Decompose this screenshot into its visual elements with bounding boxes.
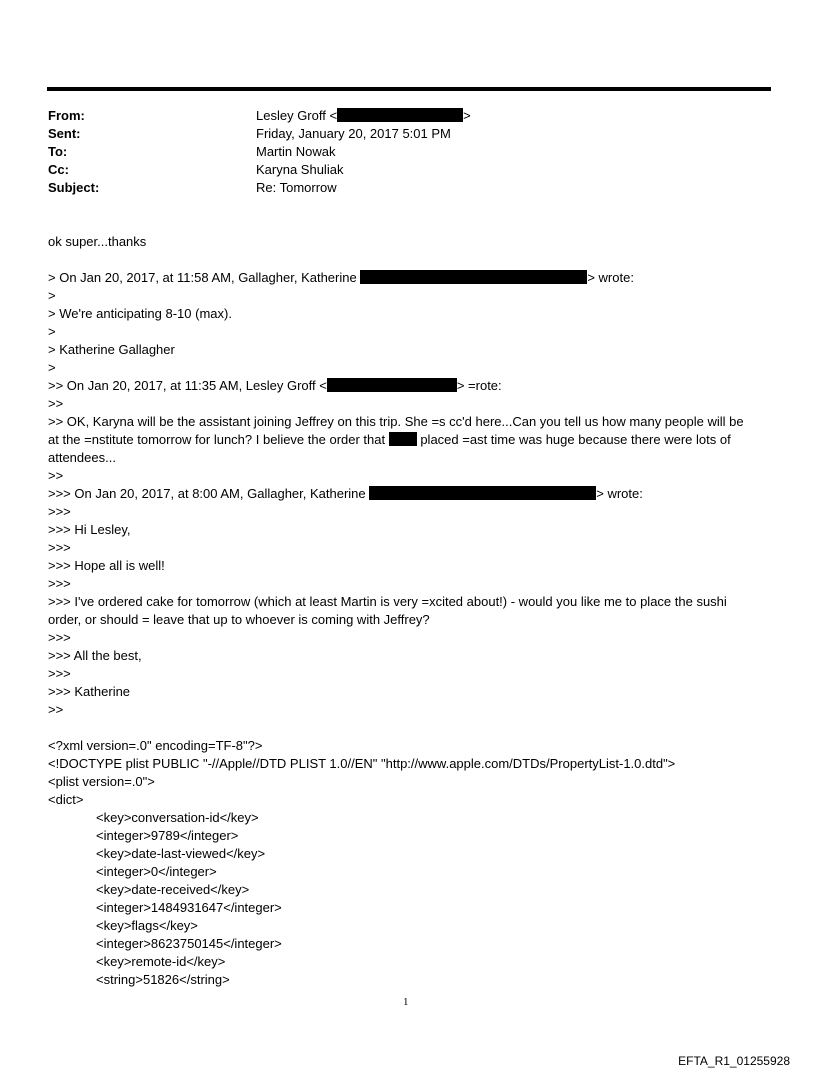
body-line: > bbox=[48, 288, 56, 303]
plist-line: <plist version=.0"> bbox=[48, 774, 155, 789]
body-line: >> OK, Karyna will be the assistant joining Jeffrey on this trip. She =s cc'd here...Can you tell us how many people will be bbox=[48, 414, 744, 429]
header-rule bbox=[47, 87, 771, 91]
body-line: order, or should = leave that up to whoever is coming with Jeffrey? bbox=[48, 612, 430, 627]
subject-value: Re: Tomorrow bbox=[256, 180, 337, 195]
plist-line: <key>remote-id</key> bbox=[96, 954, 226, 969]
sent-value: Friday, January 20, 2017 5:01 PM bbox=[256, 126, 451, 141]
from-value: Lesley Groff < > bbox=[256, 108, 471, 123]
body-line: >> bbox=[48, 396, 64, 411]
body-line: >>> All the best, bbox=[48, 648, 142, 663]
plist-line: <?xml version=.0" encoding=TF-8"?> bbox=[48, 738, 263, 753]
body-line: >>> Hi Lesley, bbox=[48, 522, 131, 537]
plist-line: <key>date-received</key> bbox=[96, 882, 250, 897]
cc-value: Karyna Shuliak bbox=[256, 162, 344, 177]
document-id: EFTA_R1_01255928 bbox=[678, 1054, 790, 1068]
body-line: >> bbox=[48, 468, 64, 483]
redaction bbox=[369, 486, 596, 500]
body-line: ok super...thanks bbox=[48, 234, 147, 249]
body-line: >>> Hope all is well! bbox=[48, 558, 165, 573]
body-line: >>> bbox=[48, 666, 71, 681]
body-line: at the =nstitute tomorrow for lunch? I believe the order that placed =ast time was huge because there were lots of bbox=[48, 432, 731, 447]
redaction bbox=[360, 270, 587, 284]
body-line: >>> On Jan 20, 2017, at 8:00 AM, Gallagher, Katherine > wrote: bbox=[48, 486, 643, 501]
body-line: > We're anticipating 8-10 (max). bbox=[48, 306, 232, 321]
plist-line: <string>51826</string> bbox=[96, 972, 230, 987]
plist-line: <key>flags</key> bbox=[96, 918, 198, 933]
body-line: > On Jan 20, 2017, at 11:58 AM, Gallagher, Katherine > wrote: bbox=[48, 270, 634, 285]
from-label: From: bbox=[48, 108, 85, 123]
plist-line: <integer>9789</integer> bbox=[96, 828, 239, 843]
body-line: >> bbox=[48, 702, 64, 717]
subject-label: Subject: bbox=[48, 180, 100, 195]
body-line: >>> bbox=[48, 630, 71, 645]
redaction bbox=[389, 432, 417, 446]
body-line: attendees... bbox=[48, 450, 116, 465]
cc-label: Cc: bbox=[48, 162, 69, 177]
body-line: >>> bbox=[48, 504, 71, 519]
body-line: >>> I've ordered cake for tomorrow (which at least Martin is very =xcited about!) - would you like me to place the sushi bbox=[48, 594, 727, 609]
body-line: >>> Katherine bbox=[48, 684, 131, 699]
plist-line: <integer>8623750145</integer> bbox=[96, 936, 282, 951]
plist-line: <key>date-last-viewed</key> bbox=[96, 846, 266, 861]
to-value: Martin Nowak bbox=[256, 144, 336, 159]
redaction bbox=[327, 378, 457, 392]
body-line: >> On Jan 20, 2017, at 11:35 AM, Lesley Groff < > =rote: bbox=[48, 378, 502, 393]
body-line: > bbox=[48, 324, 56, 339]
body-line: > bbox=[48, 360, 56, 375]
redaction bbox=[337, 108, 463, 122]
to-label: To: bbox=[48, 144, 68, 159]
plist-line: <integer>0</integer> bbox=[96, 864, 217, 879]
body-line: >>> bbox=[48, 540, 71, 555]
plist-line: <integer>1484931647</integer> bbox=[96, 900, 282, 915]
body-line: > Katherine Gallagher bbox=[48, 342, 175, 357]
sent-label: Sent: bbox=[48, 126, 81, 141]
body-line: >>> bbox=[48, 576, 71, 591]
plist-line: <key>conversation-id</key> bbox=[96, 810, 259, 825]
page-number: 1 bbox=[403, 996, 409, 1008]
plist-line: <dict> bbox=[48, 792, 84, 807]
plist-line: <!DOCTYPE plist PUBLIC "-//Apple//DTD PLIST 1.0//EN" "http://www.apple.com/DTDs/PropertyList-1.0.dtd"> bbox=[48, 756, 676, 771]
